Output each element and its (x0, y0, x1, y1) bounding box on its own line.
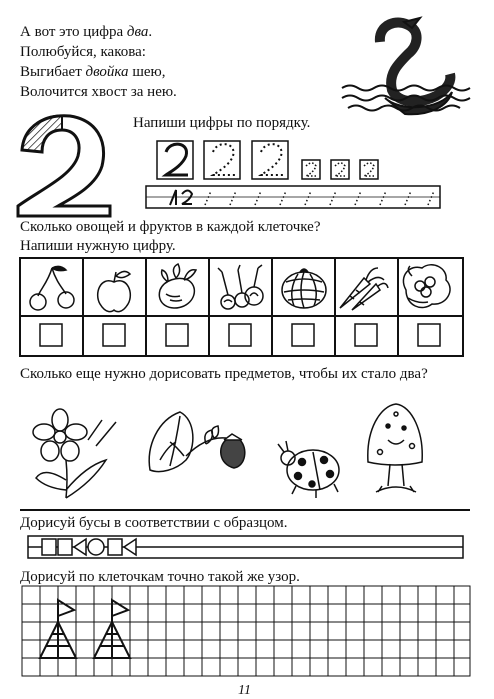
task-draw-more: Сколько еще нужно дорисовать предметов, чтобы их стало два? (20, 366, 428, 382)
boat-pattern (40, 600, 130, 658)
onions-icon (218, 265, 263, 309)
cabbage-icon (282, 269, 326, 308)
task-beads: Дорисуй бусы в соответствии с образцом. (20, 515, 288, 531)
strawberry-branch-icon (149, 412, 245, 472)
pattern-grid (22, 586, 470, 676)
apple-icon (98, 271, 131, 311)
task-count-vegetables: Сколько овощей и фруктов в каждой клеточке? Напиши нужную цифру. (20, 219, 321, 254)
carrots-icon (340, 268, 388, 310)
poem-line-4: Волочится хвост за нею. (20, 84, 177, 100)
radish-icon (159, 264, 196, 308)
cauliflower-icon (403, 265, 450, 308)
flower-icon (33, 409, 116, 498)
task-write-digits: Напиши цифры по порядку. (133, 115, 311, 131)
ladybug-icon (278, 441, 339, 498)
poem-line-1: А вот это цифра два. (20, 24, 153, 40)
task-pattern: Дорисуй по клеточкам точно такой же узор. (20, 569, 300, 585)
beads-pattern (28, 536, 463, 558)
poem-line-3: Выгибает двойка шею, (20, 64, 166, 80)
poem-line-2: Полюбуйся, какова: (20, 44, 146, 60)
cherries-icon (30, 266, 74, 310)
swan-icon (342, 18, 470, 114)
digit-writing-boxes (146, 141, 440, 208)
page-number: 11 (238, 683, 251, 698)
big-digit-two (18, 116, 110, 216)
mushroom-icon (368, 404, 422, 492)
